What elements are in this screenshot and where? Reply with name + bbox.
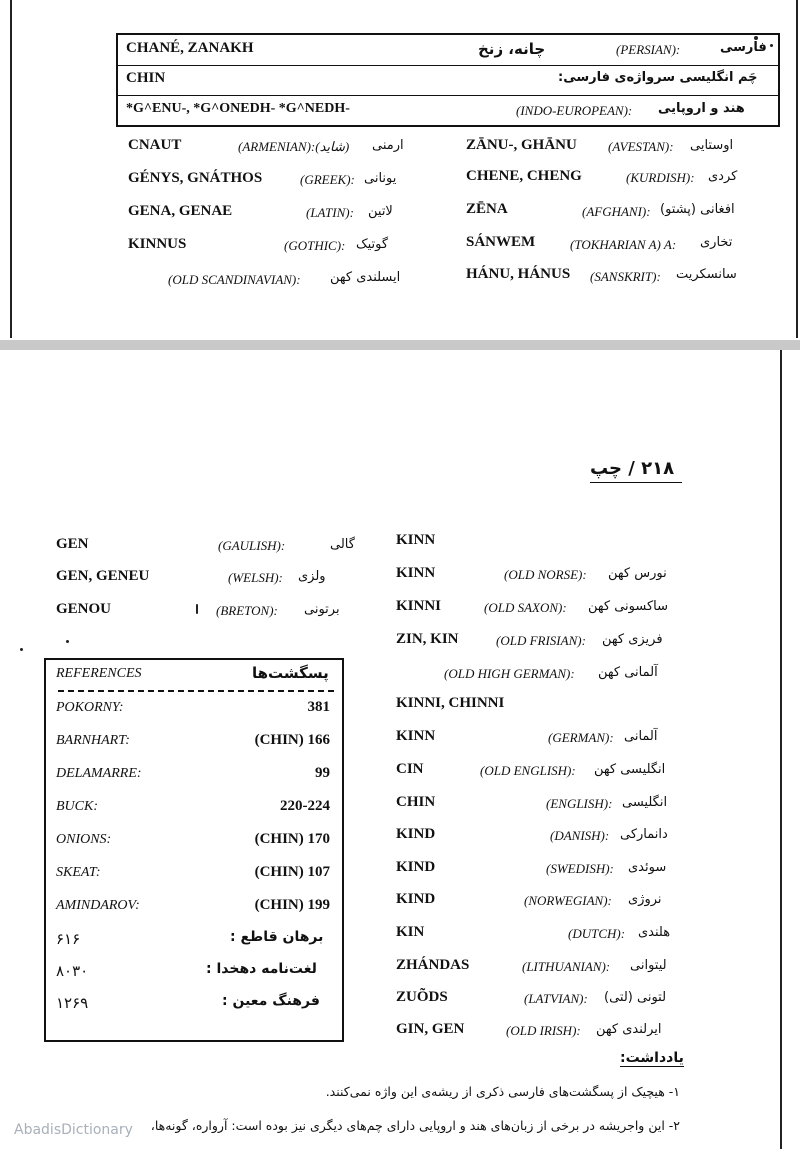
- entry-lang-en: (GERMAN):: [548, 730, 614, 745]
- entry-lang-en: (ARMENIAN):(شاید): [238, 139, 350, 154]
- reference-value: (CHIN) 199: [254, 897, 330, 913]
- header-lang-en-3: (INDO-EUROPEAN):: [516, 103, 633, 118]
- page-heading: ۲۱۸ / چپ: [590, 458, 675, 479]
- entry-lang: اوستایی: [690, 138, 734, 153]
- entry-word: KINN: [396, 728, 436, 744]
- reference-label: برهان قاطع :: [230, 929, 324, 945]
- entry-lang: ایسلندی کهن: [330, 270, 401, 285]
- entry-lang: لتونی (لتی): [604, 990, 667, 1005]
- entry-lang-en: (OLD IRISH):: [506, 1023, 581, 1038]
- reference-value: ۶۱۶: [56, 930, 81, 948]
- entry-word: ZUÕDS: [396, 989, 448, 1005]
- entry-word: ZĀNU-, GHĀNU: [466, 137, 577, 153]
- page-gap: [0, 340, 800, 350]
- entry-lang: نورس کهن: [608, 566, 667, 581]
- scan-speck: [66, 640, 69, 643]
- entry-lang: گوتیک: [356, 237, 389, 252]
- entry-lang: ساکسونی کهن: [588, 599, 669, 614]
- scan-speck: [770, 44, 773, 47]
- reference-label: فرهنگ معین :: [222, 993, 320, 1009]
- reference-label: BUCK:: [56, 799, 98, 814]
- entry-word: KIND: [396, 859, 436, 875]
- reference-value: 381: [307, 699, 330, 715]
- entry-lang-en: (KURDISH):: [626, 170, 695, 185]
- entry-word: GENOU: [56, 601, 112, 617]
- entry-lang: فریزی کهن: [602, 632, 663, 647]
- entry-lang-en: (GREEK):: [300, 172, 355, 187]
- references-divider: [58, 690, 334, 692]
- entry-word: GÉNYS, GNÁTHOS: [128, 170, 263, 186]
- entry-lang: برتونی: [304, 602, 340, 617]
- entry-word: GEN: [56, 536, 89, 552]
- entry-lang: افغانی (پشتو): [660, 202, 735, 217]
- entry-word: GIN, GEN: [396, 1021, 465, 1037]
- entry-lang-en: (TOKHARIAN A) A:: [570, 237, 677, 252]
- entry-lang: گالی: [330, 537, 355, 552]
- entry-lang-en: (AFGHANI):: [582, 204, 651, 219]
- entry-word: ZHÁNDAS: [396, 957, 470, 973]
- reference-value: (CHIN) 170: [254, 831, 330, 847]
- entry-lang-en: (OLD HIGH GERMAN):: [444, 666, 575, 681]
- entry-word: CIN: [396, 761, 424, 777]
- entry-lang: ولزی: [298, 569, 326, 584]
- entry-lang: نروژی: [628, 892, 662, 907]
- header-row-persian: [118, 35, 778, 66]
- entry-lang-en: (LATIN):: [306, 205, 354, 220]
- entry-word: KIND: [396, 826, 436, 842]
- note-line-1: ۱- هیچیک از پسگشت‌های فارسی ذکری از ریشه‌ی این واژه نمی‌کنند.: [325, 1084, 680, 1099]
- entry-lang-en: (NORWEGIAN):: [524, 893, 612, 908]
- reference-label: AMINDAROV:: [56, 898, 140, 913]
- reference-label: SKEAT:: [56, 865, 101, 880]
- entry-word: KINN: [396, 565, 436, 581]
- reference-value: 220-224: [280, 798, 330, 814]
- header-latin-2: CHIN: [126, 70, 166, 86]
- reference-value: ۸۰۳۰: [56, 962, 89, 980]
- entry-word: SÁNWEM: [466, 234, 536, 250]
- entry-word: CHIN: [396, 794, 436, 810]
- header-table: [116, 33, 780, 127]
- entry-lang-en: (BRETON):: [216, 603, 278, 618]
- entry-lang: آلمانی: [624, 729, 658, 744]
- entry-word: KIN: [396, 924, 425, 940]
- entry-word: ZĒNA: [466, 201, 508, 217]
- header-lang-en-1: (PERSIAN):: [616, 42, 681, 57]
- entry-lang-en: (SWEDISH):: [546, 861, 614, 876]
- scan-speck: [754, 36, 758, 40]
- reference-value: 99: [315, 765, 330, 781]
- entry-lang: انگلیسی کهن: [594, 762, 666, 777]
- entry-word: CHENE, CHENG: [466, 168, 582, 184]
- entry-lang-en: (LITHUANIAN):: [522, 959, 611, 974]
- reference-label: POKORNY:: [56, 700, 124, 715]
- entry-lang: ایرلندی کهن: [596, 1022, 662, 1037]
- entry-lang-en: (ENGLISH):: [546, 796, 613, 811]
- entry-lang-en: (SANSKRIT):: [590, 269, 661, 284]
- entry-word: GENA, GENAE: [128, 203, 233, 219]
- entry-lang: تخاری: [700, 235, 733, 250]
- reference-label: ONIONS:: [56, 832, 112, 847]
- entry-word: KINNI: [396, 598, 442, 614]
- entry-word: CNAUT: [128, 137, 182, 153]
- entry-word: ZIN, KIN: [396, 631, 459, 647]
- second-page-edge: [780, 350, 782, 1149]
- note-line-2: ۲- این واجریشه در برخی از زبان‌های هند و اروپایی دارای چم‌های دیگری نیز بوده است: آرواره، گونه‌ها،: [150, 1118, 680, 1133]
- entry-lang-en: (AVESTAN):: [608, 139, 674, 154]
- header-row-ie: [118, 95, 778, 125]
- reference-value: (CHIN) 166: [254, 732, 330, 748]
- header-label-2: چَم انگلیسی سرواژه‌ی فارسی:: [558, 70, 758, 85]
- entry-lang-en: (OLD SAXON):: [484, 600, 567, 615]
- watermark: AbadisDictionary: [14, 1122, 133, 1138]
- header-lang-3: هند و اروپایی: [658, 101, 745, 116]
- entry-lang: سانسکریت: [676, 267, 737, 282]
- header-lang-1: فارسی: [720, 40, 767, 55]
- entry-lang-en: (LATVIAN):: [524, 991, 588, 1006]
- scan-speck: [20, 648, 23, 651]
- references-title-fa: پسگشت‌ها: [252, 664, 329, 682]
- header-latin-1: CHANÉ, ZANAKH: [126, 40, 254, 56]
- entry-lang-en: (DUTCH):: [568, 926, 626, 941]
- reference-value: ۱۲۶۹: [56, 994, 89, 1012]
- entry-lang-en: (GAULISH):: [218, 538, 286, 553]
- entry-lang: کردی: [708, 169, 738, 184]
- entry-lang: یونانی: [364, 171, 397, 186]
- entry-lang: لیتوانی: [630, 958, 667, 973]
- page-heading-rule: [590, 482, 682, 483]
- entry-lang: ارمنی: [372, 138, 404, 153]
- top-page: [0, 0, 800, 340]
- entry-lang: دانمارکی: [620, 827, 668, 842]
- entry-lang-en: (OLD SCANDINAVIAN):: [168, 272, 301, 287]
- entry-lang: انگلیسی: [622, 795, 668, 810]
- header-latin-3: *G^ENU-, *G^ONEDH- *G^NEDH-: [126, 101, 350, 116]
- entry-lang-en: (WELSH):: [228, 570, 283, 585]
- scan-speck: [196, 604, 198, 614]
- entry-word: KINNI, CHINNI: [396, 695, 505, 711]
- reference-value: (CHIN) 107: [254, 864, 330, 880]
- references-title-en: REFERENCES: [56, 666, 142, 681]
- reference-label: لغت‌نامه دهخدا :: [206, 961, 317, 977]
- entry-lang-en: (GOTHIC):: [284, 238, 346, 253]
- entry-lang-en: (OLD ENGLISH):: [480, 763, 576, 778]
- entry-word: KINN: [396, 532, 436, 548]
- entry-lang-en: (DANISH):: [550, 828, 610, 843]
- entry-lang: سوئدی: [628, 860, 667, 875]
- header-persian-word: چانه، زنخ: [478, 40, 546, 58]
- entry-lang: هلندی: [638, 925, 671, 940]
- entry-lang: لاتین: [368, 204, 393, 219]
- entry-lang: آلمانی کهن: [598, 665, 658, 680]
- entry-word: KINNUS: [128, 236, 187, 252]
- header-row-english: [118, 65, 778, 96]
- reference-label: DELAMARRE:: [56, 766, 142, 781]
- entry-lang-en: (OLD NORSE):: [504, 567, 587, 582]
- entry-word: KIND: [396, 891, 436, 907]
- reference-label: BARNHART:: [56, 733, 130, 748]
- entry-lang-en: (OLD FRISIAN):: [496, 633, 586, 648]
- notes-title: یادداشت:: [620, 1050, 684, 1066]
- entry-word: HÁNU, HÁNUS: [466, 266, 571, 282]
- entry-word: GEN, GENEU: [56, 568, 150, 584]
